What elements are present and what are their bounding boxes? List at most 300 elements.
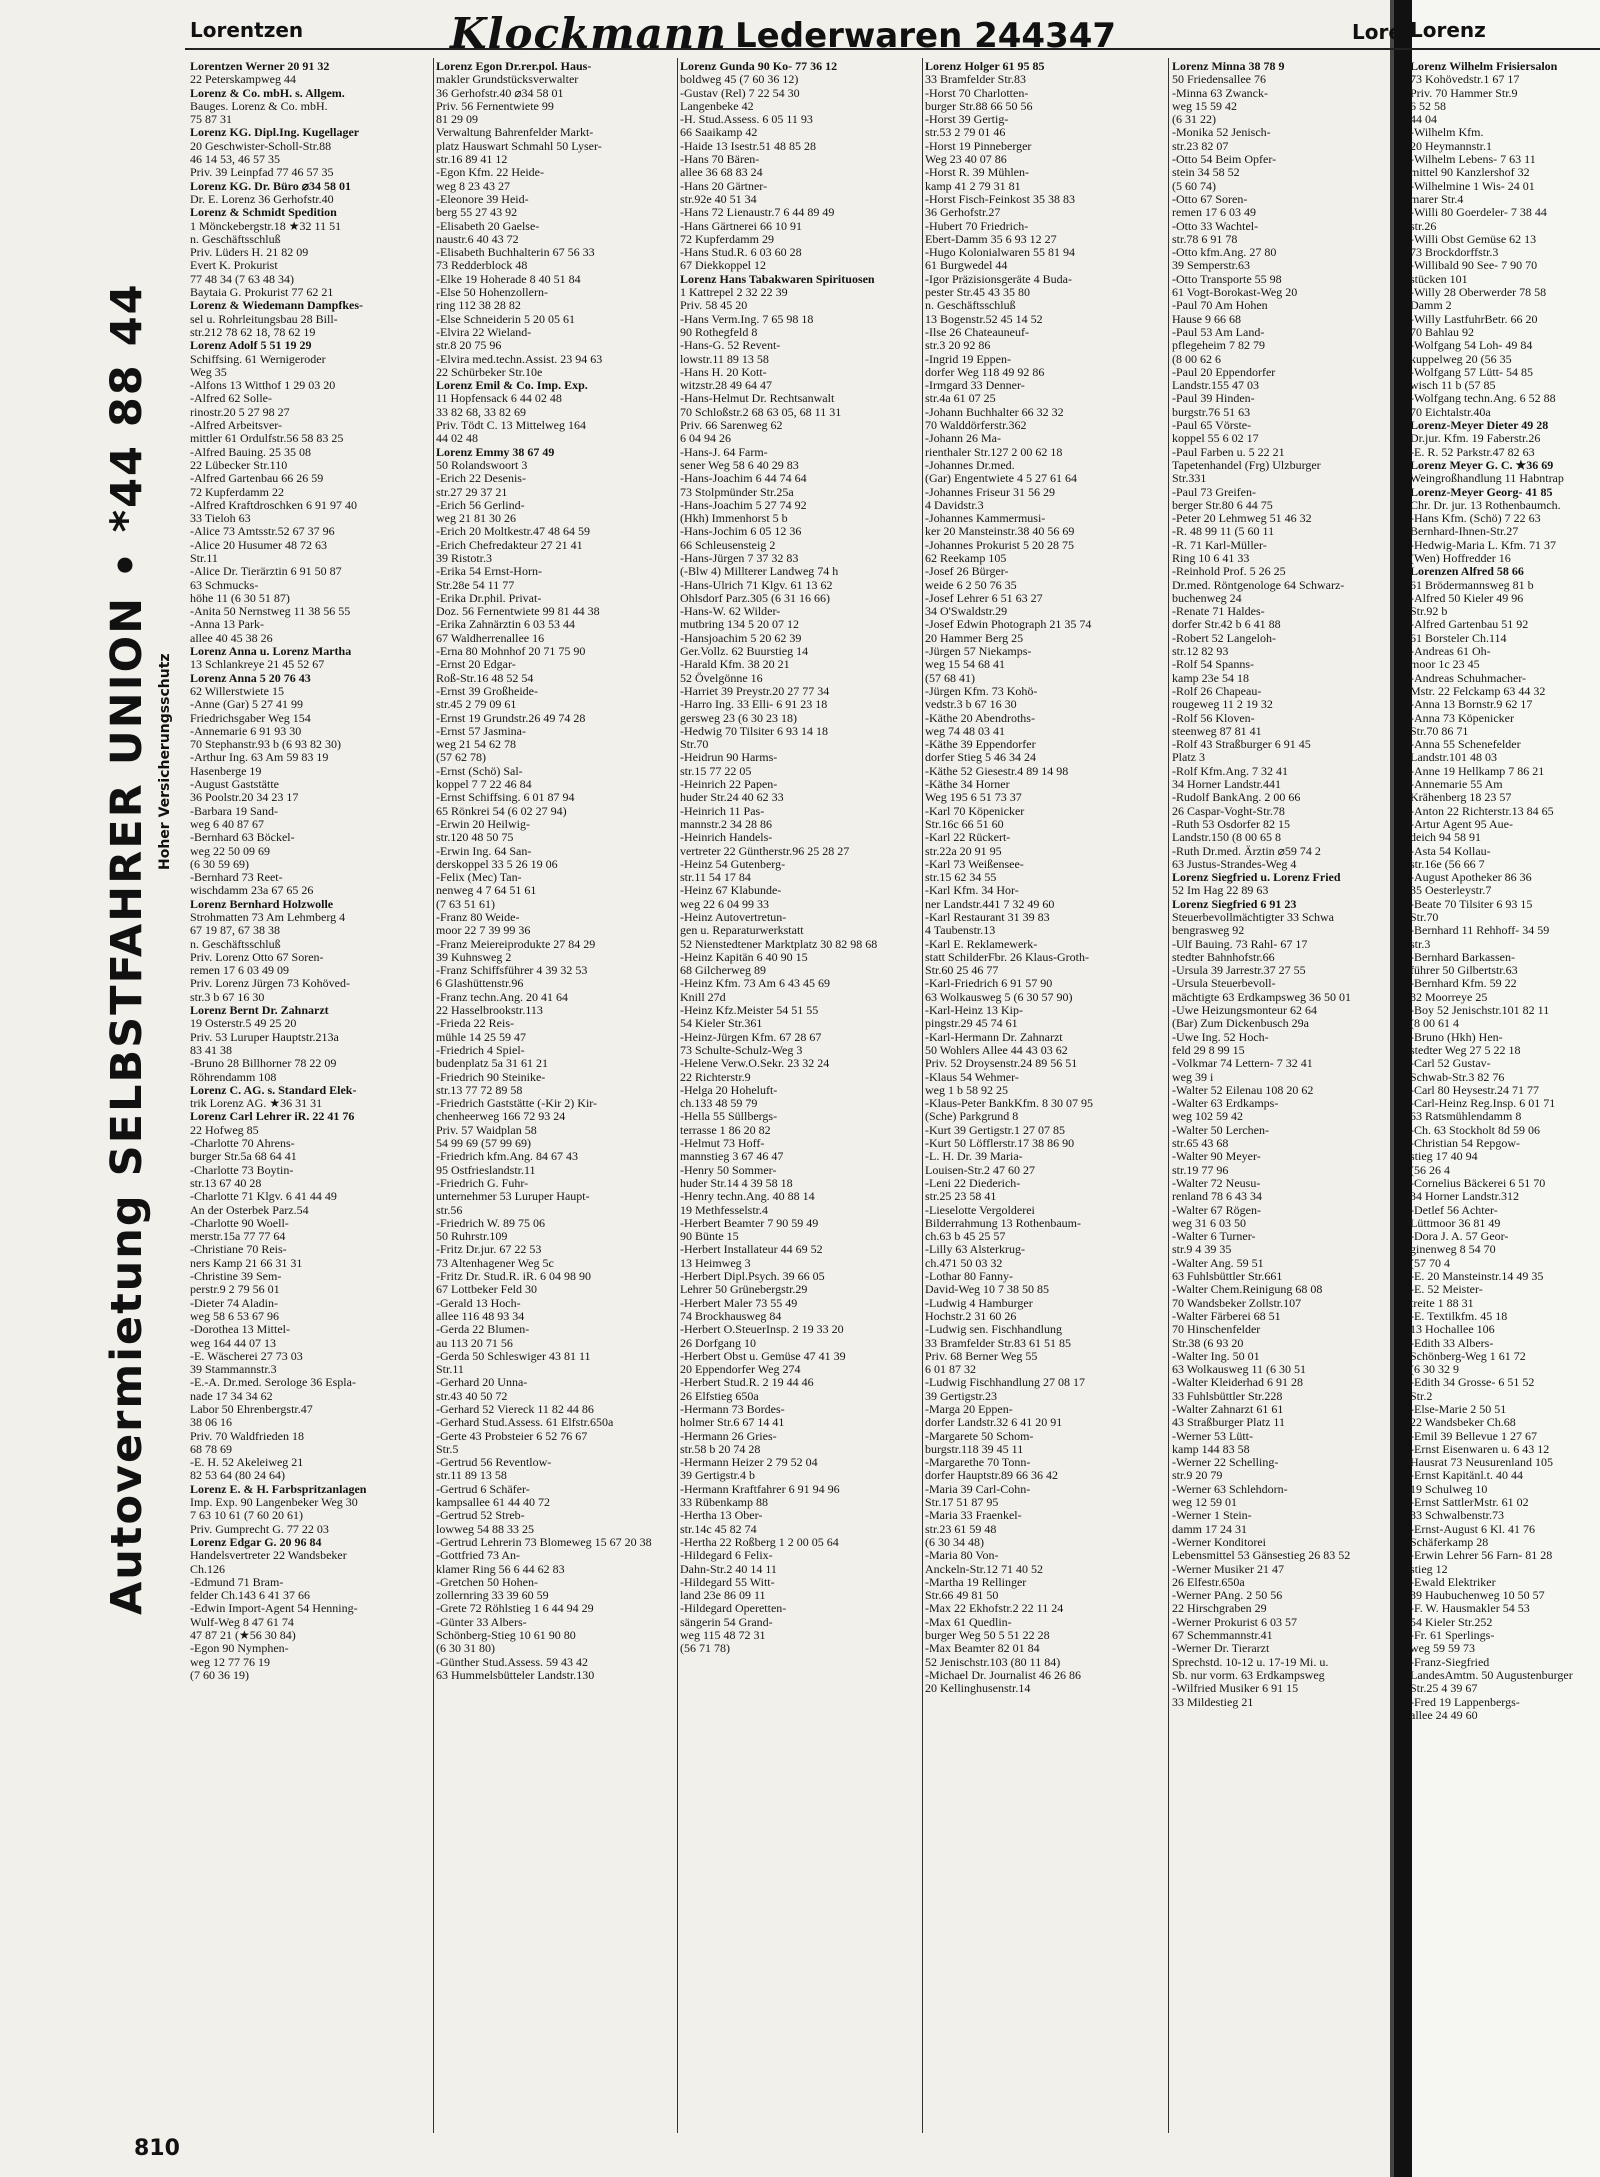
directory-entry-line: Str.70 [680,738,709,752]
directory-entry-line: Mstr. 22 Felckamp 63 44 32 [1410,684,1546,698]
directory-entry-line: weg 22 6 04 99 33 [680,897,769,911]
directory-entry-line: -Werner 63 Schlehdorn- [1172,1482,1288,1496]
header-advert: Lederwaren 244347 [735,16,1117,56]
directory-entry-line: gen u. Reparaturwerkstatt [680,924,804,938]
directory-entry-line: dorfer Str.42 b 6 41 88 [1172,618,1281,632]
directory-entry-line: -Charlotte 71 Klgv. 6 41 44 49 [190,1190,337,1204]
directory-entry-line: 74 Brockhausweg 84 [680,1309,782,1323]
directory-entry-line: -Egon Kfm. 22 Heide- [436,166,544,180]
directory-entry-line: Lorenz Bernt Dr. Zahnarzt [190,1004,329,1018]
directory-entry-line: Weg 23 40 07 86 [925,153,1007,167]
directory-entry-line: weg 12 77 76 19 [190,1655,270,1669]
directory-entry-line: weg 74 48 03 41 [925,724,1005,738]
directory-entry-line: -Willibald 90 See- 7 90 70 [1410,259,1538,273]
directory-entry-line: -Werner 53 Lütt- [1172,1429,1253,1443]
directory-entry-line: -Walter 52 Eilenau 108 20 62 [1172,1083,1314,1097]
directory-entry-line: Priv. 70 Hammer Str.9 [1410,86,1518,100]
directory-entry-line: -Rudolf BankAng. 2 00 66 [1172,791,1301,805]
directory-entry-line: 19 Schulweg 10 [1410,1482,1488,1496]
directory-entry-line: felder Ch.143 6 41 37 66 [190,1589,310,1603]
directory-entry-line: -Walter 67 Rögen- [1172,1203,1262,1217]
directory-entry-line: -Anna 13 Bornstr.9 62 17 [1410,698,1533,712]
directory-entry-line: 4 Taubenstr.13 [925,924,996,938]
directory-entry-line: (8 00 62 6 [1172,352,1221,366]
directory-entry-line: 63 Ratsmühlendamm 8 [1410,1110,1522,1124]
directory-entry-line: 33 Bramfelder Str.83 61 51 85 [925,1336,1071,1350]
directory-entry-line: -Anna 73 Köpenicker [1410,711,1514,725]
directory-entry-line: str.43 40 50 72 [436,1389,508,1403]
directory-entry-line: -Johannes Friseur 31 56 29 [925,485,1055,499]
directory-entry-line: -Walter 72 Neusu- [1172,1176,1261,1190]
directory-entry-line: -Hermann Kraftfahrer 6 91 94 96 [680,1482,840,1496]
directory-entry-line: Lehrer 50 Grünebergstr.29 [680,1283,808,1297]
directory-entry-line: ring 112 38 28 82 [436,299,521,313]
directory-entry-line: Priv. 70 Waldfrieden 18 [190,1429,305,1443]
directory-entry-line: 6 04 94 26 [680,432,731,446]
directory-entry-line: Str.25 4 39 67 [1410,1682,1478,1696]
directory-entry-line: weg 58 6 53 67 96 [190,1309,279,1323]
directory-entry-line: str.16 89 41 12 [436,153,508,167]
directory-entry-line: Bauges. Lorenz & Co. mbH. [190,99,328,113]
directory-entry-line: -Walter 50 Lerchen- [1172,1123,1269,1137]
directory-entry-line: n. Geschäftsschluß [190,937,281,951]
directory-entry-line: -Rolf 54 Spanns- [1172,658,1254,672]
directory-entry-line: 33 Rübenkamp 88 [680,1496,768,1510]
directory-entry-line: ner Landstr.441 7 32 49 60 [925,897,1055,911]
directory-entry-line: -Charlotte 70 Ahrens- [190,1137,295,1151]
directory-entry-line: -Asta 54 Kollau- [1410,844,1491,858]
directory-entry-line: str.23 82 07 [1172,139,1229,153]
directory-entry-line: -Bruno 28 Billhorner 78 22 09 [190,1057,337,1071]
directory-entry-line: -Käthe 39 Eppendorfer [925,738,1036,752]
directory-entry-line: ch.133 48 59 79 [680,1097,758,1111]
directory-entry-line: -Reinhold Prof. 5 26 25 [1172,565,1286,579]
directory-entry-line: -Irmgard 33 Denner- [925,379,1025,393]
directory-entry-line: str.14c 45 82 74 [680,1522,757,1536]
directory-entry-line: 73 Redderblock 48 [436,259,528,273]
directory-entry-line: 70 Eichtalstr.40a [1410,405,1491,419]
directory-entry-line: Lebensmittel 53 Gänsestieg 26 83 52 [1172,1549,1351,1563]
directory-entry-line: 20 Heymannstr.1 [1410,139,1492,153]
directory-entry-line: 73 Brockdorffstr.3 [1410,246,1499,260]
directory-entry-line: 46 14 53, 46 57 35 [190,153,280,167]
directory-entry-line: Priv. 66 Sarenweg 62 [680,419,783,433]
directory-entry-line: Lorenz Wilhelm Frisiersalon [1410,60,1558,73]
directory-entry-line: Steuerbevollmächtigter 33 Schwa [1172,911,1334,924]
directory-entry-line: (57 62 78) [436,751,486,765]
directory-entry-line: -Hermann 73 Bordes- [680,1402,785,1416]
directory-entry-line: (5 60 74) [1172,179,1216,193]
directory-entry-line: Priv. 52 Droysenstr.24 89 56 51 [925,1057,1078,1071]
directory-entry-line: -R. 48 99 11 (5 60 11 [1172,525,1275,539]
directory-entry-line: 95 Ostfrieslandstr.11 [436,1163,536,1177]
directory-entry-line: -Wolfgang 54 Loh- 49 84 [1410,339,1533,353]
directory-entry-line: -Walter 63 Erdkamps- [1172,1097,1279,1111]
directory-entry-line: -R. 71 Karl-Müller- [1172,538,1267,552]
directory-entry-line: kamp 23e 54 18 [1172,671,1249,685]
directory-entry-line: -Kurt 39 Gertigstr.1 27 07 85 [925,1123,1065,1137]
directory-entry-line: -Josef Lehrer 6 51 63 27 [925,591,1043,605]
directory-entry-line: derskoppel 33 5 26 19 06 [436,857,558,871]
directory-entry-line: -Gerhard Stud.Assess. 61 Elfstr.650a [436,1416,614,1430]
directory-entry-line: 22 Peterskampweg 44 [190,73,296,87]
directory-entry-line: wisch 11 b (57 85 [1410,379,1496,393]
directory-entry-line: 70 Bahlau 92 [1410,325,1474,339]
directory-entry-line: -Jürgen Kfm. 73 Kohö- [925,684,1038,698]
directory-entry-line: -Johannes Prokurist 5 20 28 75 [925,538,1074,552]
directory-entry-line: -Gretchen 50 Hohen- [436,1575,538,1589]
directory-entry-line: witzstr.28 49 64 47 [680,379,772,393]
directory-entry-line: dorfer Weg 118 49 92 86 [925,365,1045,379]
directory-entry-line: bengrasweg 92 [1172,924,1245,938]
directory-entry-line: -Hertha 13 Ober- [680,1509,763,1523]
directory-entry-line: -Leni 22 Diederich- [925,1176,1021,1190]
directory-entry-line: Labor 50 Ehrenbergstr.47 [190,1402,313,1416]
directory-entry-line: Lorenz-Meyer Dieter 49 28 [1410,419,1549,433]
directory-entry-line: 20 Geschwister-Scholl-Str.88 [190,139,332,153]
directory-entry-line: 61 Borsteler Ch.114 [1410,631,1507,645]
directory-entry-line: LandesAmtm. 50 Augustenburger [1410,1668,1573,1682]
directory-entry-line: (57 70 4 [1410,1256,1450,1270]
directory-entry-line: -Klaus 54 Wehmer- [925,1070,1019,1084]
directory-entry-line: -Else Schneiderin 5 20 05 61 [436,312,575,326]
directory-entry-line: 19 Methfesselstr.4 [680,1203,768,1217]
directory-entry-line: -Werner PAng. 2 50 56 [1172,1589,1283,1603]
directory-entry-line: Lorenzen Alfred 58 66 [1410,565,1524,579]
directory-entry-line: -Paul 39 Hinden- [1172,392,1255,406]
directory-entry-line: 47 87 21 (★56 30 84) [190,1629,296,1643]
directory-entry-line: 4 Davidstr.3 [925,498,984,512]
directory-entry-line: -Gerhard 20 Unna- [436,1376,528,1390]
directory-entry-line: moor 22 7 39 99 36 [436,924,531,938]
directory-entry-line: -Carl-Heinz Reg.Insp. 6 01 71 [1410,1097,1556,1111]
directory-entry-line: -Otto Transporte 55 98 [1172,272,1282,286]
directory-entry-line: -Elvira 22 Wieland- [436,325,532,339]
directory-entry-line: -Annemarie 6 91 93 30 [190,724,302,738]
directory-entry-line: platz Hauswart Schmahl 50 Lyser- [436,139,602,153]
directory-entry-line: -Käthe 52 Giesestr.4 89 14 98 [925,764,1069,778]
directory-entry-line: -Alice Dr. Tierärztin 6 91 50 87 [190,565,342,579]
directory-column-5 [1172,60,1417,2140]
directory-entry-line: lowweg 54 88 33 25 [436,1522,534,1536]
directory-entry-line: 1 Kattrepel 2 32 22 39 [680,286,788,300]
directory-entry-line: -Werner 22 Schelling- [1172,1456,1279,1470]
directory-entry-line: 61 Burgwedel 44 [925,259,1008,273]
directory-entry-line: 62 Reekamp 105 [925,551,1007,565]
directory-entry-line: -Christiane 70 Reis- [190,1243,287,1257]
directory-entry-line: Louisen-Str.2 47 60 27 [925,1163,1035,1177]
directory-entry-line: str.78 6 91 78 [1172,232,1238,246]
directory-entry-line: -Carl 80 Heysestr.24 71 77 [1410,1083,1539,1097]
directory-entry-line: allee 116 48 93 34 [436,1309,525,1323]
directory-entry-line: makler Grundstücksverwalter [436,73,579,87]
directory-entry-line: 63 Hummelsbütteler Landstr.130 [436,1668,595,1682]
directory-entry-line: 72 Kupferdamm 22 [190,485,284,499]
directory-column-3 [680,60,925,2140]
directory-entry-line: 68 Gilcherweg 89 [680,964,766,978]
directory-entry-line: -Marga 20 Eppen- [925,1402,1013,1416]
directory-entry-line: rienthaler Str.127 2 00 62 18 [925,445,1063,459]
directory-entry-line: str.11 89 13 58 [436,1469,507,1483]
directory-entry-line: lowstr.11 89 13 58 [680,352,769,366]
directory-entry-line: -Ludwig 4 Hamburger [925,1296,1033,1310]
directory-entry-line: Lorenz Egon Dr.rer.pol. Haus- [436,60,592,73]
directory-entry-line: -Jürgen 57 Niekamps- [925,645,1032,659]
directory-entry-line: -Rolf 26 Chapeau- [1172,684,1262,698]
directory-entry-line: -Max 22 Ekhofstr.2 22 11 24 [925,1602,1064,1616]
directory-entry-line: Strohmatten 73 Am Lehmberg 4 [190,911,346,924]
directory-entry-line: rougeweg 11 2 19 32 [1172,698,1273,712]
directory-entry-line: str.16e (56 66 7 [1410,857,1485,871]
directory-entry-line: -Johann Buchhalter 66 32 32 [925,405,1064,419]
directory-entry-line: -Hans-Jochim 6 05 12 36 [680,525,802,539]
directory-entry-line: -Klaus-Peter BankKfm. 8 30 07 95 [925,1097,1093,1111]
directory-entry-line: -Heinz Kfz.Meister 54 51 55 [680,1004,819,1018]
directory-entry-line: -Friedrich kfm.Ang. 84 67 43 [436,1150,578,1164]
directory-entry-line: str.4a 61 07 25 [925,392,996,406]
directory-entry-line: -Wilhelmine 1 Wis- 24 01 [1410,179,1535,193]
directory-entry-line: 50 Wohlers Allee 44 43 03 62 [925,1043,1068,1057]
directory-entry-line: Chr. Dr. jur. 13 Rothenbaumch. [1410,498,1561,512]
directory-entry-line: Hausrat 73 Neusurenland 105 [1410,1456,1553,1470]
directory-entry-line: Ring 10 6 41 33 [1172,551,1250,565]
directory-entry-line: terrasse 1 86 20 82 [680,1123,771,1137]
directory-entry-line: steenweg 87 81 41 [1172,724,1262,738]
directory-entry-line: Landstr.150 (8 00 65 8 [1172,831,1281,845]
directory-entry-line: -Renate 71 Haldes- [1172,605,1265,619]
directory-entry-line: Schwab-Str.3 82 76 [1410,1070,1505,1084]
directory-entry-line: -Otto 54 Beim Opfer- [1172,153,1277,167]
directory-entry-line: burger Str.5a 68 64 41 [190,1150,297,1164]
directory-entry-line: -Ilse 26 Chateauneuf- [925,325,1029,339]
directory-entry-line: -Annemarie 55 Am [1410,778,1503,792]
directory-entry-line: -E. Wäscherei 27 73 03 [190,1349,303,1363]
directory-entry-line: -Hildegard Operetten- [680,1602,787,1616]
directory-entry-line: -Edith 34 Grosse- 6 51 52 [1410,1376,1535,1390]
directory-entry-line: -Josef 26 Bürger- [925,565,1009,579]
directory-entry-line: mannstr.2 34 28 86 [680,817,772,831]
directory-entry-line: -Hermann Heizer 2 79 52 04 [680,1456,818,1470]
directory-entry-line: buchenweg 24 [1172,591,1242,605]
directory-entry-line: str.3 20 92 86 [925,339,991,353]
directory-entry-line: 26 Dorfgang 10 [680,1336,756,1350]
directory-entry-line: -Edith 33 Albers- [1410,1336,1494,1350]
directory-entry-line: Str.11 [436,1363,464,1377]
directory-entry-line: An der Osterbek Parz.54 [190,1203,309,1217]
directory-entry-line: -Hans-W. 62 Wilder- [680,605,781,619]
directory-entry-line: weg 31 6 03 50 [1172,1216,1246,1230]
directory-entry-line: -Heinrich Handels- [680,831,773,845]
directory-entry-line: -Willi 80 Goerdeler- 7 38 44 [1410,206,1547,220]
directory-entry-line: -Hans-Joachim 5 27 74 92 [680,498,807,512]
directory-entry-line: Platz 3 [1172,751,1205,765]
directory-entry-line: -Käthe 20 Abendroths- [925,711,1035,725]
directory-entry-line: str.26 [1410,219,1437,233]
directory-entry-line: -Gerte 43 Probsteier 6 52 76 67 [436,1429,588,1443]
directory-entry-line: Priv. 68 Berner Weg 55 [925,1349,1038,1363]
directory-entry-line: Roß-Str.16 48 52 54 [436,671,534,685]
directory-entry-line: 20 Eppendorfer Weg 274 [680,1363,801,1377]
directory-entry-line: Str.28e 54 11 77 [436,578,515,592]
directory-entry-line: 39 Gertigstr.4 b [680,1469,755,1483]
directory-entry-line: -Ingrid 19 Eppen- [925,352,1011,366]
directory-entry-line: -Erwin Ing. 64 San- [436,844,532,858]
directory-entry-line: Lorenz Hans Tabakwaren Spirituosen [680,272,875,286]
directory-entry-line: 67 Schemmannstr.41 [1172,1629,1273,1643]
directory-entry-line: 22 Hofweg 85 [190,1123,259,1137]
directory-entry-line: -Elke 19 Hoherade 8 40 51 84 [436,272,581,286]
directory-entry-line: weg 39 i [1172,1070,1214,1084]
directory-entry-line: 70 Walddörferstr.362 [925,419,1027,433]
directory-entry-line: chenheerweg 166 72 93 24 [436,1110,566,1124]
directory-entry-line: weg 1 b 58 92 25 [925,1083,1008,1097]
directory-entry-line: str.9 4 39 35 [1172,1243,1232,1257]
directory-entry-line: -Ruth Dr.med. Ärztin ⌀59 74 2 [1172,844,1321,858]
directory-entry-line: 1 Mönckebergstr.18 ★32 11 51 [190,219,342,233]
directory-entry-line: 73 Altenhagener Weg 5c [436,1256,554,1270]
directory-entry-line: Damm 2 [1410,299,1452,313]
directory-entry-line: -Otto 67 Soren- [1172,192,1248,206]
directory-entry-line: 6 01 87 32 [925,1363,976,1377]
directory-entry-line: str.25 23 58 41 [925,1190,997,1204]
directory-entry-line: str.11 54 17 84 [680,871,751,885]
directory-entry-line: 73 Schulte-Schulz-Weg 3 [680,1043,803,1057]
directory-entry-line: Dr.jur. Kfm. 19 Faberstr.26 [1410,432,1541,446]
directory-entry-line: str.15 62 34 55 [925,871,997,885]
directory-entry-line: -Gertrud Lehrerin 73 Blomeweg 15 67 20 38 [436,1535,652,1549]
directory-entry-line: -Wilhelm Lebens- 7 63 11 [1410,153,1536,167]
directory-entry-line: -Franz 80 Weide- [436,911,520,924]
directory-entry-line: -Willy 28 Oberwerder 78 58 [1410,286,1547,300]
directory-entry-line: (Gar) Engentwiete 4 5 27 61 64 [925,472,1077,486]
directory-entry-line: merstr.15a 77 77 64 [190,1230,286,1244]
directory-entry-line: 63 Wolkausweg 11 (6 30 51 [1172,1363,1307,1377]
directory-entry-line: kuppelweg 20 (56 35 [1410,352,1512,366]
directory-entry-line: Krähenberg 18 23 57 [1410,791,1512,805]
directory-entry-line: -Erich 56 Gerlind- [436,498,525,512]
directory-entry-line: trik Lorenz AG. ★36 31 31 [190,1097,323,1111]
directory-entry-line: -Barbara 19 Sand- [190,804,278,818]
directory-entry-line: -Karl E. Reklamewerk- [925,937,1038,951]
directory-entry-line: -Paul 73 Greifen- [1172,485,1256,499]
directory-entry-line: Hause 9 66 68 [1172,312,1241,326]
directory-entry-line: 33 82 68, 33 82 69 [436,405,526,419]
directory-entry-line: -Horst 70 Charlotten- [925,86,1029,100]
directory-entry-line: Anckeln-Str.12 71 40 52 [925,1562,1043,1576]
directory-entry-line: -E. R. 52 Parkstr.47 82 63 [1410,445,1535,459]
directory-entry-line: 34 Horner Landstr.441 [1172,778,1281,792]
directory-entry-line: Landstr.155 47 03 [1172,379,1259,393]
directory-entry-line: Langenbeke 42 [680,99,754,113]
directory-entry-line: -Wolfgang 57 Lütt- 54 85 [1410,365,1534,379]
directory-column-2 [436,60,681,2140]
directory-entry-line: 50 Friedensallee 76 [1172,73,1266,87]
directory-entry-line: Imp. Exp. 90 Langenbeker Weg 30 [190,1496,358,1510]
directory-entry-line: -Igor Präzisionsgeräte 4 Buda- [925,272,1072,286]
directory-entry-line: str.120 48 50 75 [436,831,514,845]
directory-entry-line: -Harriet 39 Preystr.20 27 77 34 [680,684,830,698]
directory-entry-line: str.45 2 79 09 61 [436,698,517,712]
directory-entry-line: burger Str.88 66 50 56 [925,99,1033,113]
directory-entry-line: berger Str.80 6 44 75 [1172,498,1273,512]
directory-entry-line: -Werner Konditorei [1172,1535,1266,1549]
directory-entry-line: Str.16c 66 51 60 [925,817,1004,831]
directory-entry-line: Hochstr.2 31 60 26 [925,1309,1017,1323]
directory-entry-line: Lorenz Siegfried 6 91 23 [1172,897,1297,911]
directory-entry-line: -Otto kfm.Ang. 27 80 [1172,246,1277,260]
directory-entry-line: Lorenz & Schmidt Spedition [190,206,337,220]
directory-entry-line: -Erika Zahnärztin 6 03 53 44 [436,618,575,632]
directory-entry-line: -Heinz Kapitän 6 40 90 15 [680,950,808,964]
directory-entry-line: Str.60 25 46 77 [925,964,999,978]
directory-entry-line: ker 20 Mansteinstr.38 40 56 69 [925,525,1075,539]
directory-entry-line: weide 6 2 50 76 35 [925,578,1017,592]
directory-entry-line: Lorenz Anna u. Lorenz Martha [190,645,352,659]
directory-entry-line: -Franz Meiereiprodukte 27 84 29 [436,937,596,951]
directory-entry-line: ch.471 50 03 32 [925,1256,1003,1270]
directory-entry-line: Dr. E. Lorenz 36 Gerhofstr.40 [190,192,334,206]
directory-entry-line: -Hildegard 6 Felix- [680,1549,773,1563]
directory-entry-line: -Heidrun 90 Harms- [680,751,778,765]
directory-entry-line: str.8 20 75 96 [436,339,502,353]
directory-entry-line: weg 102 59 42 [1172,1110,1243,1124]
directory-entry-line: Knill 27d [680,990,726,1004]
directory-entry-line: -Gerda 22 Blumen- [436,1323,530,1337]
directory-entry-line: -Friedrich W. 89 75 06 [436,1216,545,1230]
directory-entry-line: Str.331 [1172,472,1207,486]
right-page-range: Lorenz [1410,18,1486,42]
directory-entry-line: David-Weg 10 7 38 50 85 [925,1283,1050,1297]
directory-entry-line: 72 Kupferdamm 29 [680,232,774,246]
directory-entry-line: -Franz Schiffsführer 4 39 32 53 [436,964,588,978]
directory-entry-line: -Werner Musiker 21 47 [1172,1562,1285,1576]
directory-entry-line: str.3 [1410,937,1431,951]
directory-entry-line: -Hans-J. 64 Farm- [680,445,768,459]
directory-entry-line: -E. 52 Meister- [1410,1283,1483,1297]
directory-entry-line: -Gertrud 52 Streb- [436,1509,525,1523]
directory-entry-line: allee 24 49 60 [1410,1708,1478,1722]
directory-entry-line: 7 63 10 61 (7 60 20 61) [190,1509,303,1523]
directory-entry-line: -Bernhard 73 Reet- [190,871,283,885]
directory-entry-line: 22 Hasselbrookstr.113 [436,1004,543,1018]
directory-entry-line: -Uwe Heizungsmonteur 62 64 [1172,1004,1317,1018]
directory-entry-line: Lorenz C. AG. s. Standard Elek- [190,1083,357,1097]
directory-entry-line: 66 Schleusensteig 2 [680,538,776,552]
directory-entry-line: -Hans 72 Lienaustr.7 6 44 89 49 [680,206,835,220]
vertical-sidebar-subtext: Hoher Versicherungsschutz [157,653,173,870]
directory-entry-line: -Ursula 39 Jarrestr.37 27 55 [1172,964,1306,978]
directory-entry-line: mannstieg 3 67 46 47 [680,1150,784,1164]
directory-entry-line: n. Geschäftsschluß [190,232,281,246]
directory-entry-line: -Maria 33 Fraenkel- [925,1509,1022,1523]
directory-entry-line: 75 87 31 [190,113,232,127]
directory-entry-line: -Hedwig 70 Tilsiter 6 93 14 18 [680,724,829,738]
directory-entry-line: 70 Hinschenfelder [1172,1323,1261,1337]
directory-entry-line: str.58 b 20 74 28 [680,1442,761,1456]
directory-entry-line: -Gerald 13 Hoch- [436,1296,521,1310]
directory-entry-line: 61 Brödermannsweg 81 b [1410,578,1534,592]
directory-entry-line: -Elisabeth 20 Gaelse- [436,219,540,233]
directory-entry-line: -Hans-Helmut Dr. Rechtsanwalt [680,392,835,406]
directory-entry-line: -Elisabeth Buchhalterin 67 56 33 [436,246,595,260]
directory-entry-line: 26 Elfstieg 650a [680,1389,759,1403]
directory-entry-line: -Karl-Hermann Dr. Zahnarzt [925,1030,1063,1044]
directory-entry-line: Dahn-Str.2 40 14 11 [680,1562,777,1576]
directory-entry-line: -Fred 19 Lappenbergs- [1410,1695,1520,1709]
directory-entry-line: -Karl 22 Rückert- [925,831,1011,845]
directory-entry-line: Bernhard-Ihnen-Str.27 [1410,525,1519,539]
directory-entry-line: -E. H. 52 Akeleiweg 21 [190,1456,304,1470]
